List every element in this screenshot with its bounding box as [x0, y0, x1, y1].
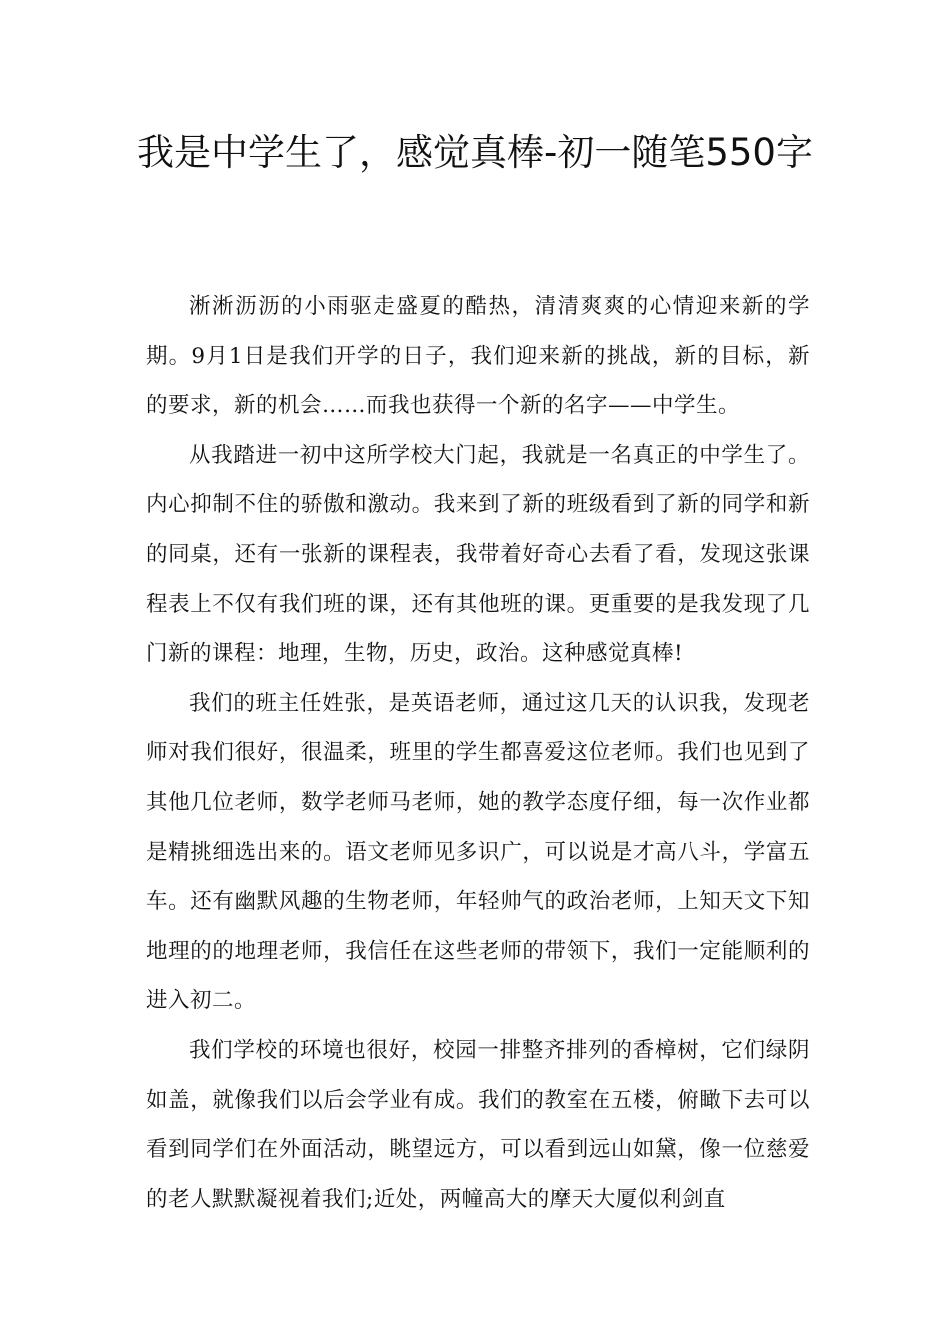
paragraph: 我们学校的环境也很好，校园一排整齐排列的香樟树，它们绿阴如盖，就像我们以后会学业有成。我们的教室在五楼，俯瞰下去可以看到同学们在外面活动，眺望远方，可以看到远山如黛，像一位慈爱的老人默默凝视着我们;近处，两幢高大的摩天大厦似利剑直 [146, 1037, 810, 1212]
paragraph: 淅淅沥沥的小雨驱走盛夏的酷热，清清爽爽的心情迎来新的学期。9月1日是我们开学的日子，我们迎来新的挑战，新的目标，新的要求，新的机会……而我也获得一个新的名字——中学生。 [146, 294, 810, 419]
paragraph: 我们的班主任姓张，是英语老师，通过这几天的认识我，发现老师对我们很好，很温柔，班里的学生都喜爱这位老师。我们也见到了其他几位老师，数学老师马老师，她的教学态度仔细，每一次作业都是精挑细选出来的。语文老师见多识广，可以说是才高八斗，学富五车。还有幽默风趣的生物老师，年轻帅气的政治老师，上知天文下知地理的的地理老师，我信任在这些老师的带领下，我们一定能顺利的进入初二。 [146, 690, 810, 1014]
paragraph: 从我踏进一初中这所学校大门起，我就是一名真正的中学生了。内心抑制不住的骄傲和激动。我来到了新的班级看到了新的同学和新的同桌，还有一张新的课程表，我带着好奇心去看了看，发现这张课程表上不仅有我们班的课，还有其他班的课。更重要的是我发现了几门新的课程：地理，生物，历史，政治。这种感觉真棒! [146, 442, 810, 667]
document-title: 我是中学生了，感觉真棒-初一随笔550字 [137, 131, 813, 174]
document-body [146, 282, 810, 1224]
